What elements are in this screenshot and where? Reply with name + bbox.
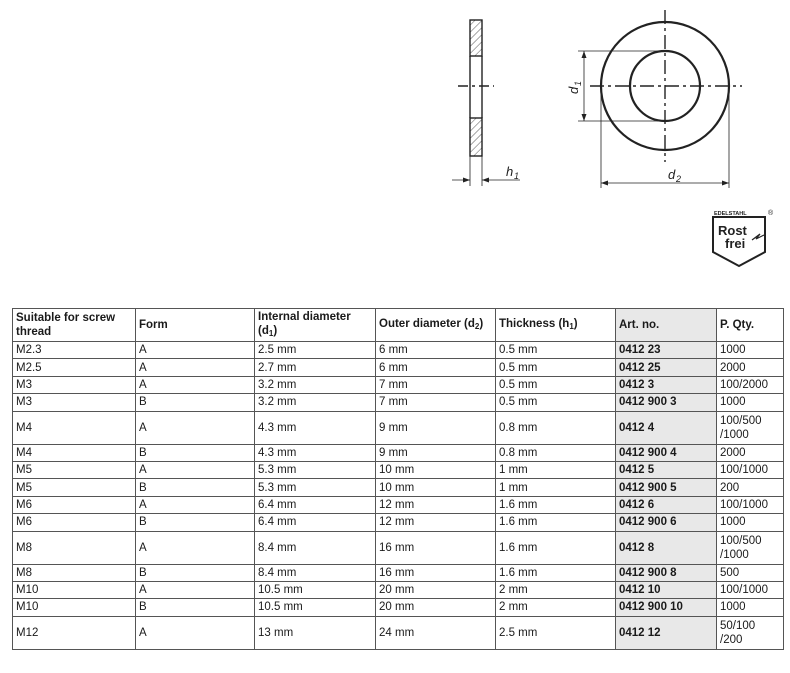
cell-art-no: 0412 5 <box>616 461 717 478</box>
table-row <box>13 359 784 376</box>
table-row <box>13 394 784 411</box>
cell-art-no: 0412 900 5 <box>616 479 717 496</box>
cell-form: B <box>136 599 255 616</box>
cell-art-no: 0412 12 <box>616 616 717 649</box>
cell-thread: M8 <box>13 531 136 564</box>
header-outer-diameter: Outer diameter $(d_2)$ <box>376 309 496 342</box>
cell-outer: 20 mm <box>376 581 496 598</box>
cell-outer: 6 mm <box>376 359 496 376</box>
cell-outer: 6 mm <box>376 342 496 359</box>
table-row <box>13 599 784 616</box>
cell-thread: M8 <box>13 564 136 581</box>
cell-qty: 2000 <box>717 359 784 376</box>
cell-internal: 3.2 mm <box>255 394 376 411</box>
cell-form: A <box>136 411 255 444</box>
table-row <box>13 531 784 564</box>
table-row <box>13 564 784 581</box>
h1-subscript: 1 <box>514 171 520 181</box>
cell-thickness: 1.6 mm <box>496 531 616 564</box>
cell-qty: 100/500 /1000 <box>717 531 784 564</box>
logo-line-rost: Rost <box>718 223 747 238</box>
logo-registered-mark: ® <box>768 210 774 217</box>
cell-outer: 12 mm <box>376 496 496 513</box>
cell-internal: 10.5 mm <box>255 599 376 616</box>
cell-form: A <box>136 342 255 359</box>
cell-thread: M3 <box>13 376 136 393</box>
cell-thread: M12 <box>13 616 136 649</box>
cell-internal: 2.7 mm <box>255 359 376 376</box>
table-row <box>13 479 784 496</box>
cell-art-no: 0412 900 8 <box>616 564 717 581</box>
cell-qty: 500 <box>717 564 784 581</box>
cell-qty: 100/1000 <box>717 581 784 598</box>
cell-thickness: 0.5 mm <box>496 394 616 411</box>
cell-internal: 8.4 mm <box>255 564 376 581</box>
cell-internal: 13 mm <box>255 616 376 649</box>
cell-qty: 1000 <box>717 599 784 616</box>
cell-art-no: 0412 900 3 <box>616 394 717 411</box>
header-thread: Suitable for screw thread <box>13 309 136 342</box>
header-thickness: Thickness $(h_1)$ <box>496 309 616 342</box>
rostfrei-stainless-logo <box>710 208 774 270</box>
cell-art-no: 0412 4 <box>616 411 717 444</box>
washer-spec-table <box>12 308 784 650</box>
cell-outer: 10 mm <box>376 461 496 478</box>
cell-thread: M10 <box>13 581 136 598</box>
cell-qty: 1000 <box>717 394 784 411</box>
h1-label: h <box>506 164 514 179</box>
cell-thickness: 1 mm <box>496 461 616 478</box>
cell-form: A <box>136 616 255 649</box>
cell-thread: M10 <box>13 599 136 616</box>
d2-label: d <box>668 167 676 182</box>
cell-form: B <box>136 564 255 581</box>
cell-thread: M4 <box>13 444 136 461</box>
cell-art-no: 0412 900 10 <box>616 599 717 616</box>
cell-form: B <box>136 514 255 531</box>
cell-internal: 2.5 mm <box>255 342 376 359</box>
cell-qty: 1000 <box>717 342 784 359</box>
header-internal-diameter: Internal diameter $(d_1)$ <box>255 309 376 342</box>
cell-thread: M2.3 <box>13 342 136 359</box>
cell-thickness: 0.5 mm <box>496 376 616 393</box>
cell-form: A <box>136 531 255 564</box>
cell-form: B <box>136 479 255 496</box>
cell-art-no: 0412 6 <box>616 496 717 513</box>
cell-internal: 10.5 mm <box>255 581 376 598</box>
cell-form: A <box>136 461 255 478</box>
cell-thread: M5 <box>13 479 136 496</box>
cell-thickness: 0.5 mm <box>496 359 616 376</box>
cell-thickness: 0.8 mm <box>496 411 616 444</box>
cell-outer: 12 mm <box>376 514 496 531</box>
cell-form: B <box>136 394 255 411</box>
cell-art-no: 0412 900 6 <box>616 514 717 531</box>
cell-thickness: 1.6 mm <box>496 496 616 513</box>
table-row <box>13 496 784 513</box>
cell-outer: 7 mm <box>376 394 496 411</box>
cell-form: A <box>136 376 255 393</box>
cell-outer: 7 mm <box>376 376 496 393</box>
cell-qty: 1000 <box>717 514 784 531</box>
cell-qty: 100/2000 <box>717 376 784 393</box>
table-row <box>13 444 784 461</box>
table-row <box>13 342 784 359</box>
cell-internal: 4.3 mm <box>255 411 376 444</box>
cell-thickness: 0.8 mm <box>496 444 616 461</box>
cell-outer: 10 mm <box>376 479 496 496</box>
cell-thread: M4 <box>13 411 136 444</box>
cell-qty: 200 <box>717 479 784 496</box>
table-row <box>13 461 784 478</box>
cell-internal: 6.4 mm <box>255 514 376 531</box>
cell-thread: M5 <box>13 461 136 478</box>
cell-qty: 100/1000 <box>717 461 784 478</box>
table-header-row <box>13 309 784 342</box>
cell-thickness: 2 mm <box>496 581 616 598</box>
cell-outer: 16 mm <box>376 531 496 564</box>
logo-line-frei: frei <box>725 236 746 251</box>
d2-subscript: 2 <box>676 174 682 184</box>
cell-outer: 20 mm <box>376 599 496 616</box>
cell-art-no: 0412 900 4 <box>616 444 717 461</box>
cell-thread: M6 <box>13 514 136 531</box>
cell-internal: 5.3 mm <box>255 461 376 478</box>
cell-thickness: 1 mm <box>496 479 616 496</box>
cell-qty: 2000 <box>717 444 784 461</box>
d1-subscript: 1 <box>573 80 583 86</box>
d1-label: d <box>566 86 581 94</box>
washer-technical-drawing <box>0 0 790 200</box>
cell-thread: M3 <box>13 394 136 411</box>
header-art-no: Art. no. <box>616 309 717 342</box>
cell-form: B <box>136 444 255 461</box>
cell-internal: 6.4 mm <box>255 496 376 513</box>
table-row <box>13 514 784 531</box>
cell-thread: M2.5 <box>13 359 136 376</box>
washer-side-view <box>452 20 520 186</box>
cell-internal: 3.2 mm <box>255 376 376 393</box>
cell-outer: 16 mm <box>376 564 496 581</box>
cell-thickness: 2.5 mm <box>496 616 616 649</box>
cell-form: A <box>136 581 255 598</box>
cell-outer: 9 mm <box>376 411 496 444</box>
cell-internal: 4.3 mm <box>255 444 376 461</box>
header-form: Form <box>136 309 255 342</box>
cell-thickness: 2 mm <box>496 599 616 616</box>
cell-qty: 50/100 /200 <box>717 616 784 649</box>
cell-form: A <box>136 496 255 513</box>
washer-front-view <box>566 10 742 188</box>
table-row <box>13 581 784 598</box>
cell-thickness: 1.6 mm <box>496 564 616 581</box>
cell-qty: 100/500 /1000 <box>717 411 784 444</box>
table-row <box>13 376 784 393</box>
cell-art-no: 0412 23 <box>616 342 717 359</box>
logo-top-text: EDELSTAHL <box>714 211 747 217</box>
cell-art-no: 0412 10 <box>616 581 717 598</box>
cell-art-no: 0412 8 <box>616 531 717 564</box>
cell-qty: 100/1000 <box>717 496 784 513</box>
table-row <box>13 616 784 649</box>
table-row <box>13 411 784 444</box>
cell-internal: 8.4 mm <box>255 531 376 564</box>
cell-outer: 9 mm <box>376 444 496 461</box>
cell-form: A <box>136 359 255 376</box>
cell-thickness: 1.6 mm <box>496 514 616 531</box>
header-pack-qty: P. Qty. <box>717 309 784 342</box>
cell-internal: 5.3 mm <box>255 479 376 496</box>
cell-thickness: 0.5 mm <box>496 342 616 359</box>
cell-art-no: 0412 25 <box>616 359 717 376</box>
cell-art-no: 0412 3 <box>616 376 717 393</box>
cell-thread: M6 <box>13 496 136 513</box>
cell-outer: 24 mm <box>376 616 496 649</box>
